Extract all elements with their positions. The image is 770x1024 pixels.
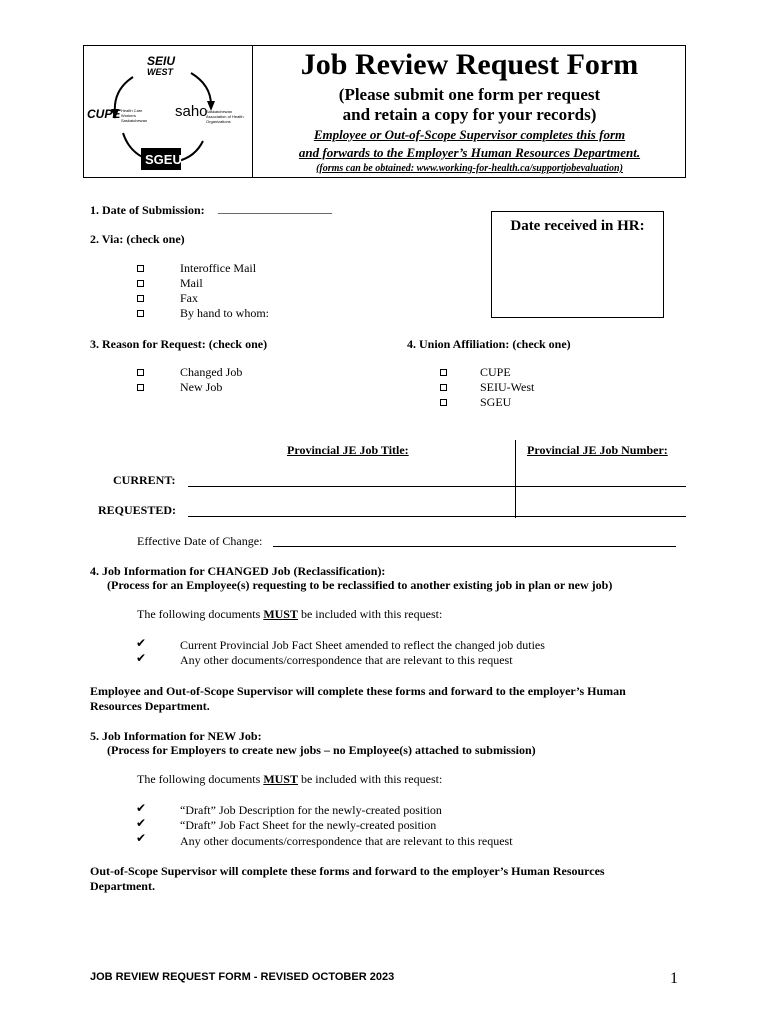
union-option-seiu-west: SEIU-West xyxy=(480,380,535,394)
union-checkbox-seiu-west[interactable] xyxy=(440,384,447,391)
subtitle-line-2: and retain a copy for your records) xyxy=(342,105,597,124)
section4-must: MUST xyxy=(263,607,298,621)
section5-docs-prefix: The following documents xyxy=(137,772,264,786)
via-checkbox-fax[interactable] xyxy=(137,295,144,302)
via-label: 2. Via: (check one) xyxy=(90,232,185,246)
section5-docs-required xyxy=(137,772,442,787)
via-option-mail: Mail xyxy=(180,276,203,290)
reason-checkbox-new-job[interactable] xyxy=(137,384,144,391)
date-of-submission-label: 1. Date of Submission: xyxy=(90,203,205,217)
effective-date-field[interactable] xyxy=(273,546,676,547)
saho-logo-subtext: Saskatchewan Association of Health Organizations xyxy=(206,109,244,124)
table-divider xyxy=(515,440,516,518)
via-checkbox-interoffice[interactable] xyxy=(137,265,144,272)
checkmark-icon: ✔ xyxy=(136,816,147,830)
section4-note: Employee and Out-of-Scope Supervisor will complete these forms and forward to the employer’s Human Resources Department. xyxy=(90,684,626,713)
checkmark-icon: ✔ xyxy=(136,636,147,650)
reason-option-new-job: New Job xyxy=(180,380,223,394)
page-number: 1 xyxy=(670,970,678,987)
requested-job-title-field[interactable] xyxy=(188,516,515,517)
section5-note: Out-of-Scope Supervisor will complete these forms and forward to the employer’s Human Resources Department. xyxy=(90,864,605,893)
section5-heading: 5. Job Information for NEW Job: xyxy=(90,729,262,743)
seiu-logo-text: SEIU xyxy=(147,54,176,68)
union-affiliation-label: 4. Union Affiliation: (check one) xyxy=(407,337,571,351)
via-checkbox-by-hand[interactable] xyxy=(137,310,144,317)
footer-text: JOB REVIEW REQUEST FORM - REVISED OCTOBER 2023 xyxy=(90,971,395,983)
section4-heading: 4. Job Information for CHANGED Job (Reclassification): xyxy=(90,564,386,578)
section5-subheading: (Process for Employers to create new jobs – no Employee(s) attached to submission) xyxy=(107,743,536,757)
sgeu-logo-text: SGEU xyxy=(145,152,182,167)
hr-received-label: Date received in HR: xyxy=(510,218,645,234)
instruction-line-1: Employee or Out-of-Scope Supervisor completes this form xyxy=(313,127,626,142)
section4-subheading: (Process for an Employee(s) requesting to be reclassified to another existing job in plan or new job) xyxy=(107,578,613,592)
via-option-by-hand: By hand to whom: xyxy=(180,306,269,320)
form-title: Job Review Request Form xyxy=(300,48,639,81)
reason-option-changed-job: Changed Job xyxy=(180,365,243,379)
reason-label: 3. Reason for Request: (check one) xyxy=(90,337,268,351)
via-checkbox-mail[interactable] xyxy=(137,280,144,287)
seiu-west-logo-text: WEST xyxy=(147,67,173,77)
effective-date-label: Effective Date of Change: xyxy=(137,534,263,548)
section4-docs-required xyxy=(137,607,442,622)
instruction-line-2: and forwards to the Employer’s Human Resources Department. xyxy=(298,145,641,160)
union-checkbox-sgeu[interactable] xyxy=(440,399,447,406)
section4-docs-suffix: be included with this request: xyxy=(297,607,443,621)
job-number-column-header: Provincial JE Job Number: xyxy=(527,443,668,457)
section5-must: MUST xyxy=(263,772,298,786)
current-job-title-field[interactable] xyxy=(188,486,515,487)
section4-item: Current Provincial Job Fact Sheet amended to reflect the changed job duties xyxy=(180,638,545,652)
date-of-submission-field[interactable]: ___________________ xyxy=(218,201,332,215)
section5-item: Any other documents/correspondence that are relevant to this request xyxy=(180,834,513,848)
forms-link-note: (forms can be obtained: www.working-for-health.ca/supportjobevaluation) xyxy=(316,163,623,174)
requested-job-number-field[interactable] xyxy=(516,516,686,517)
reason-checkbox-changed-job[interactable] xyxy=(137,369,144,376)
union-logos xyxy=(83,45,253,178)
section5-docs-suffix: be included with this request: xyxy=(297,772,443,786)
job-title-column-header: Provincial JE Job Title: xyxy=(287,443,409,457)
requested-row-label: REQUESTED: xyxy=(98,503,177,517)
section4-docs-prefix: The following documents xyxy=(137,607,264,621)
union-checkbox-cupe[interactable] xyxy=(440,369,447,376)
subtitle-line-1: (Please submit one form per request xyxy=(338,85,601,104)
checkmark-icon: ✔ xyxy=(136,651,147,665)
via-option-fax: Fax xyxy=(180,291,198,305)
checkmark-icon: ✔ xyxy=(136,801,147,815)
current-row-label: CURRENT: xyxy=(113,473,176,487)
section5-item: “Draft” Job Description for the newly-created position xyxy=(180,803,442,817)
saho-logo-text: saho xyxy=(175,103,208,120)
section5-item: “Draft” Job Fact Sheet for the newly-created position xyxy=(180,818,437,832)
cupe-logo-subtext: Health Care Workers Saskatchewan xyxy=(121,108,148,123)
union-option-sgeu: SGEU xyxy=(480,395,512,409)
union-option-cupe: CUPE xyxy=(480,365,511,379)
cupe-logo-text: CUPE xyxy=(87,107,121,121)
current-job-number-field[interactable] xyxy=(516,486,686,487)
section4-item: Any other documents/correspondence that are relevant to this request xyxy=(180,653,513,667)
checkmark-icon: ✔ xyxy=(136,831,147,845)
via-option-interoffice: Interoffice Mail xyxy=(180,261,257,275)
